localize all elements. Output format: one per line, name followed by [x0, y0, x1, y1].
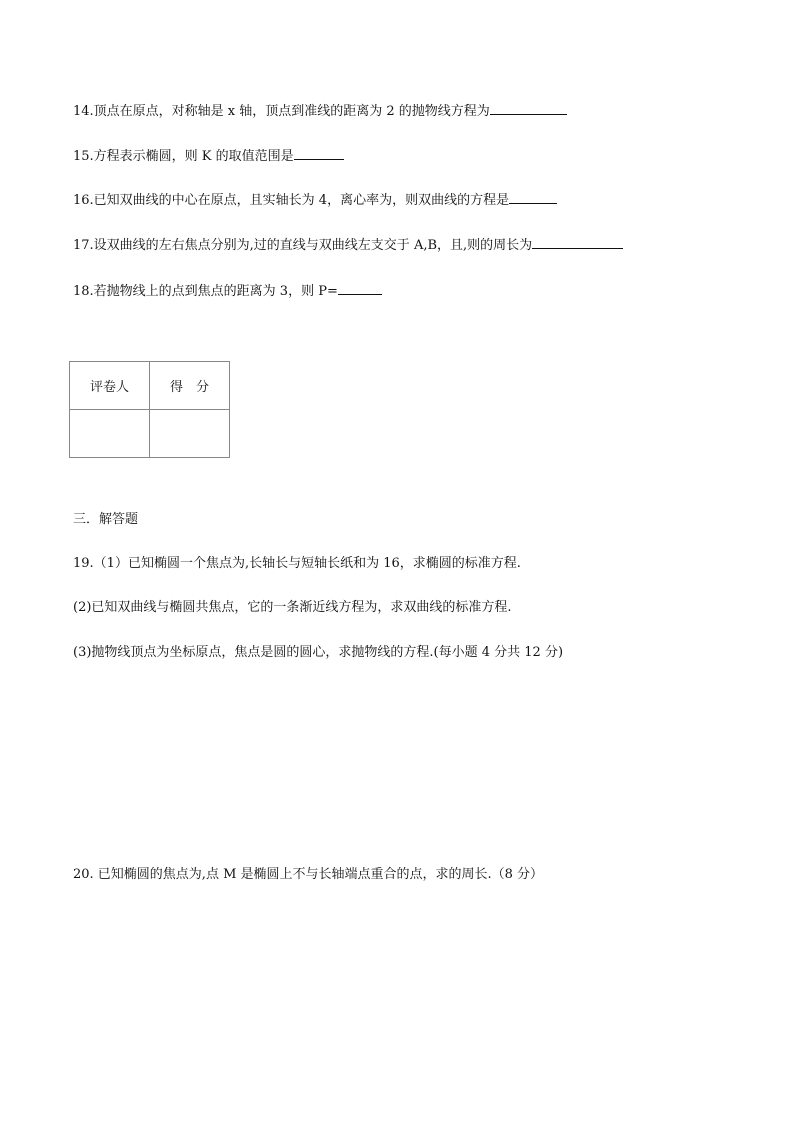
grader-cell[interactable]: [70, 410, 150, 458]
section-3-title: 三．解答题: [73, 512, 139, 527]
question-19-part-1: 19.（1）已知椭圆一个焦点为,长轴长与短轴长纸和为 16，求椭圆的标准方程.: [73, 556, 521, 571]
question-17-text: 17.设双曲线的左右焦点分别为,过的直线与双曲线左支交于 A,B，且,则的周长为: [73, 238, 533, 253]
score-header: 得 分: [150, 362, 230, 410]
question-15-text: 15.方程表示椭圆，则 K 的取值范围是: [73, 149, 294, 164]
question-18-text: 18.若抛物线上的点到焦点的距离为 3，则 P=: [73, 284, 338, 299]
question-14: [73, 101, 567, 121]
answer-blank-14: [490, 101, 567, 115]
question-19-part-3: (3)抛物线顶点为坐标原点，焦点是圆的圆心，求抛物线的方程.(每小题 4 分共 12 分): [73, 645, 564, 660]
question-15: [73, 146, 344, 166]
question-19-part-2: (2)已知双曲线与椭圆共焦点，它的一条渐近线方程为，求双曲线的标准方程.: [73, 600, 512, 615]
question-18: [73, 281, 382, 301]
question-16-text: 16.已知双曲线的中心在原点，且实轴长为 4，离心率为，则双曲线的方程是: [73, 193, 510, 208]
question-20: 20. 已知椭圆的焦点为,点 M 是椭圆上不与长轴端点重合的点，求的周长.（8 分）: [73, 867, 544, 882]
question-14-text: 14.顶点在原点，对称轴是 x 轴，顶点到准线的距离为 2 的抛物线方程为: [73, 104, 490, 119]
question-17: [73, 235, 623, 255]
grader-header: 评卷人: [70, 362, 150, 410]
score-table: [69, 361, 230, 458]
answer-blank-16: [509, 190, 557, 204]
answer-blank-15: [294, 146, 344, 160]
answer-blank-17: [532, 235, 623, 249]
answer-blank-18: [338, 281, 382, 295]
question-16: [73, 190, 557, 210]
score-cell[interactable]: [150, 410, 230, 458]
